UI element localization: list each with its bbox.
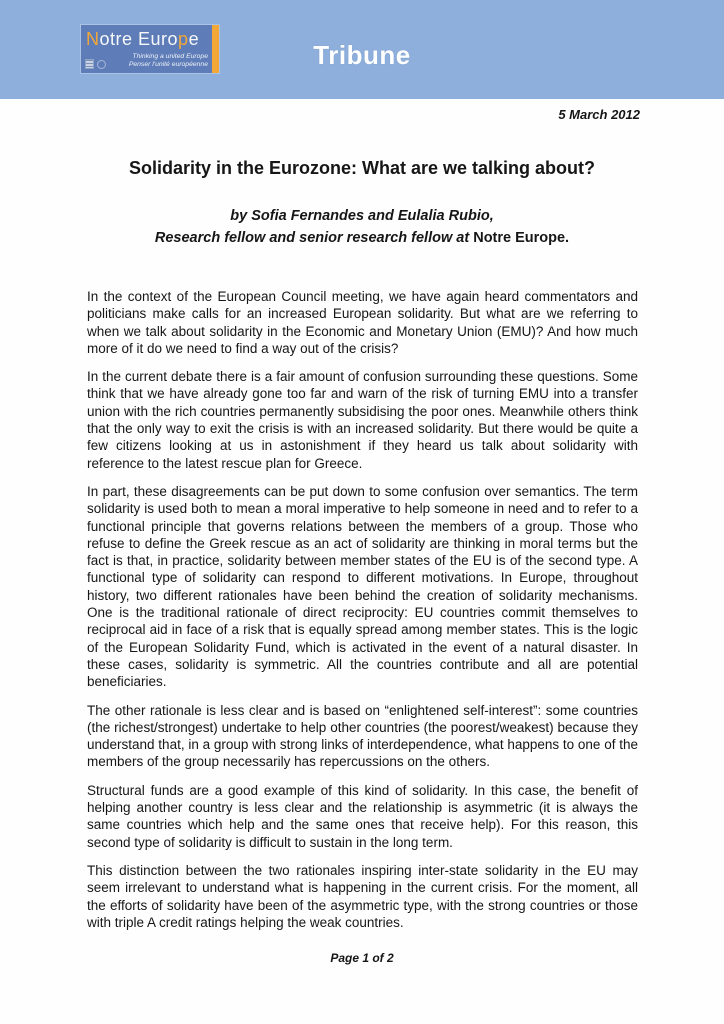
page-footer: Page 1 of 2	[330, 951, 394, 966]
header-band	[0, 0, 724, 99]
article-body	[87, 288, 638, 931]
byline-organisation: Notre Europe.	[473, 230, 570, 246]
byline-roles	[0, 227, 724, 249]
logo-letter-p: p	[178, 29, 189, 49]
banner-title: Tribune	[313, 40, 411, 70]
logo-letter-n: N	[86, 29, 100, 49]
document-date: 5 March 2012	[558, 107, 640, 122]
article-byline	[0, 205, 724, 249]
body-paragraph: Structural funds are a good example of this kind of solidarity. In this case, the benefit of helping another country is less clear and the relationship is asymmetric (it is always the same countries which help and the same ones that receive help). For this reason, this second type of solidarity is difficult to sustain in the long term.	[87, 782, 638, 850]
body-paragraph: In the current debate there is a fair amount of confusion surrounding these questions. Some think that we have already gone too far and warn of the risk of turning EMU into a transfer union with the rich countries permanently subsidising the poor ones. Meanwhile others think that the only way to exit the crisis is with an increased solidarity. But there would be quite a few citizens looking at us in astonishment if they heard us talk about solidarity with reference to the latest rescue plan for Greece.	[87, 369, 638, 471]
body-paragraph: In part, these disagreements can be put down to some confusion over semantics. The term solidarity is used both to mean a moral imperative to help someone in need and to refer to a functional principle that governs relations between the members of a group. Those who refuse to define the Greek rescue as an act of solidarity are thinking in moral terms but the fact is that, in practice, solidarity between member states of the EU is of the second type. A functional type of solidarity can respond to different motivations. In Europe, throughout history, two different rationales have been behind the creation of solidarity mechanisms. One is the traditional rationale of direct reciprocity: EU countries commit themselves to reciprocal aid in face of a risk that is equally spread among member states. This is the logic of the European Solidarity Fund, which is activated in the event of a natural disaster. In these cases, solidarity is symmetric. All the countries contribute and all are potential beneficiaries.	[87, 483, 638, 690]
body-paragraph: In the context of the European Council meeting, we have again heard commentators and politicians make calls for an increased European solidarity. But what are we referring to when we talk about solidarity in the Economic and Monetary Union (EMU)? And how much more of it do we need to find a way out of the crisis?	[87, 289, 638, 356]
logo-letter-e: e	[188, 29, 200, 49]
byline-roles-italic: Research fellow and senior research fellow at	[154, 230, 470, 246]
logo-text-mid: otre Euro	[99, 29, 179, 49]
body-paragraph: The other rationale is less clear and is based on “enlightened self-interest”: some countries (the richest/strongest) undertake to help other countries (the poorest/weakest) because they understand that, in a group with strong links of interdependence, what happens to one of the members of the group necessarily has repercussions on the others.	[87, 702, 638, 770]
byline-authors: by Sofia Fernandes and Eulalia Rubio,	[230, 208, 494, 224]
body-paragraph: This distinction between the two rationales inspiring inter-state solidarity in the EU may seem irrelevant to understand what is happening in the current crisis. For the moment, all the efforts of solidarity have been of the asymmetric type, with the strong countries or those with triple A credit ratings helping the weak countries.	[87, 862, 638, 930]
logo-tagline-english: Thinking a united Europe	[132, 53, 208, 60]
logo-tagline-french: Penser l'unité européenne	[128, 61, 208, 68]
article-title: Solidarity in the Eurozone: What are we talking about?	[128, 158, 596, 178]
